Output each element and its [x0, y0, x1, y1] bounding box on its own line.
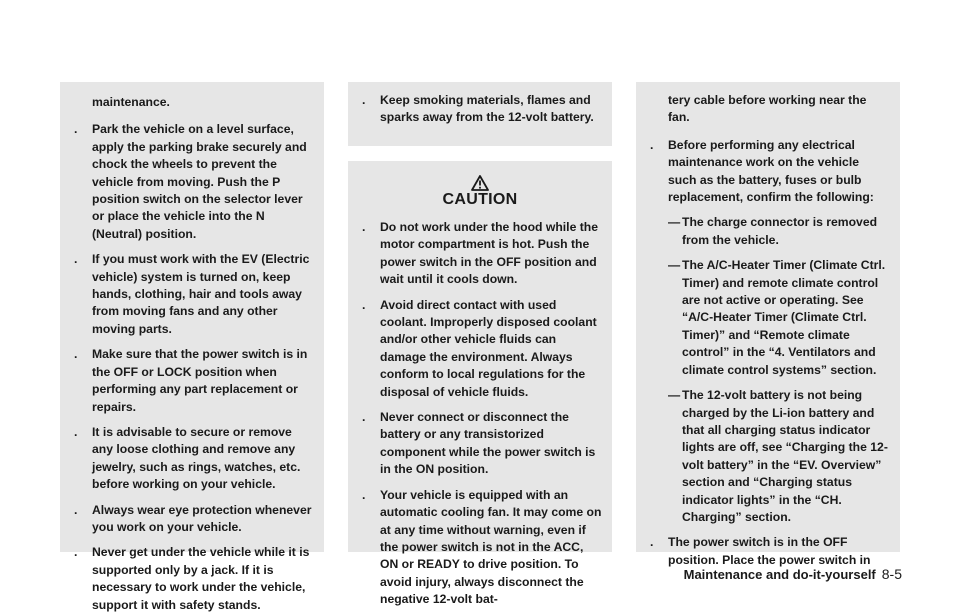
- footer-section-title: Maintenance and do-it-yourself: [683, 567, 876, 582]
- caution-box: [348, 161, 612, 607]
- list-item: . Park the vehicle on a level surface, apply the parking brake securely and chock the wheels to prevent the vehicle from moving. Push the P position switch on the selector lever or place the vehicle into the N (Neutral) position.: [74, 122, 307, 241]
- caution-title: CAUTION: [442, 191, 518, 208]
- list-item: . Make sure that the power switch is in the OFF or LOCK position when performing any part replacement or repairs.: [74, 347, 308, 414]
- list-item: . Never connect or disconnect the battery or any transistorized component while the power switch is in the ON position.: [362, 410, 596, 477]
- warning-icon: [471, 175, 489, 191]
- continuation-text: maintenance.: [92, 95, 170, 109]
- list-item: . Keep smoking materials, flames and sparks away from the 12-volt battery.: [362, 93, 594, 125]
- column-right: [636, 82, 900, 567]
- list-item: . If you must work with the EV (Electric vehicle) system is turned on, keep hands, clothing, hair and tools away from moving fans and any other moving parts.: [74, 252, 310, 336]
- list-item: . Do not work under the hood while the motor compartment is hot. Push the power switch in the OFF position and wait until it cools down.: [362, 220, 599, 287]
- list-item: . Before performing any electrical maintenance work on the vehicle such as the battery, fuses or bulb replacement, confirm the following:: [650, 137, 874, 205]
- list-item: . It is advisable to secure or remove any loose clothing and remove any jewelry, such as rings, watches, etc. before working on your vehicle.: [74, 424, 301, 492]
- page-footer: [684, 566, 902, 582]
- list-item: . Your vehicle is equipped with an automatic cooling fan. It may come on at any time without warning, even if the power switch is not in the ACC, ON or READY to drive position. To avoid injury, always disconnect the negative 12-volt bat-: [362, 487, 602, 607]
- sub-list-item: — The charge connector is removed from the vehicle.: [668, 215, 878, 247]
- caution-header: [358, 175, 602, 207]
- list-item: . Never get under the vehicle while it is supported only by a jack. If it is necessary to work under the vehicle, support it with safety stands.: [74, 545, 310, 612]
- column-left: [60, 82, 324, 612]
- list-item: . The power switch is in the OFF position. Place the power switch in: [650, 535, 871, 567]
- list-item: . Always wear eye protection whenever you work on your vehicle.: [74, 502, 312, 534]
- continuation-text: tery cable before working near the fan.: [668, 93, 867, 125]
- sub-list-item: — The 12-volt battery is not being charged by the Li-ion battery and that all charging status indicator lights are off, see “Charging the 12-volt battery” in the “EV. Overview” section and “Charging status indicator lights” in the “CH. Charging” section.: [668, 388, 888, 524]
- column-middle-top: [348, 82, 612, 146]
- page-number: 8-5: [881, 566, 902, 582]
- sub-list-item: — The A/C-Heater Timer (Climate Ctrl. Timer) and remote climate control are not active or operating. See “A/C-Heater Timer (Climate Ctrl. Timer)” and “Remote climate control” in the “4. Ventilators and climate control systems” section.: [668, 258, 886, 377]
- list-item: . Avoid direct contact with used coolant. Improperly disposed coolant and/or other vehicle fluids can damage the environment. Always conform to local regulations for the disposal of vehicle fluids.: [362, 297, 597, 399]
